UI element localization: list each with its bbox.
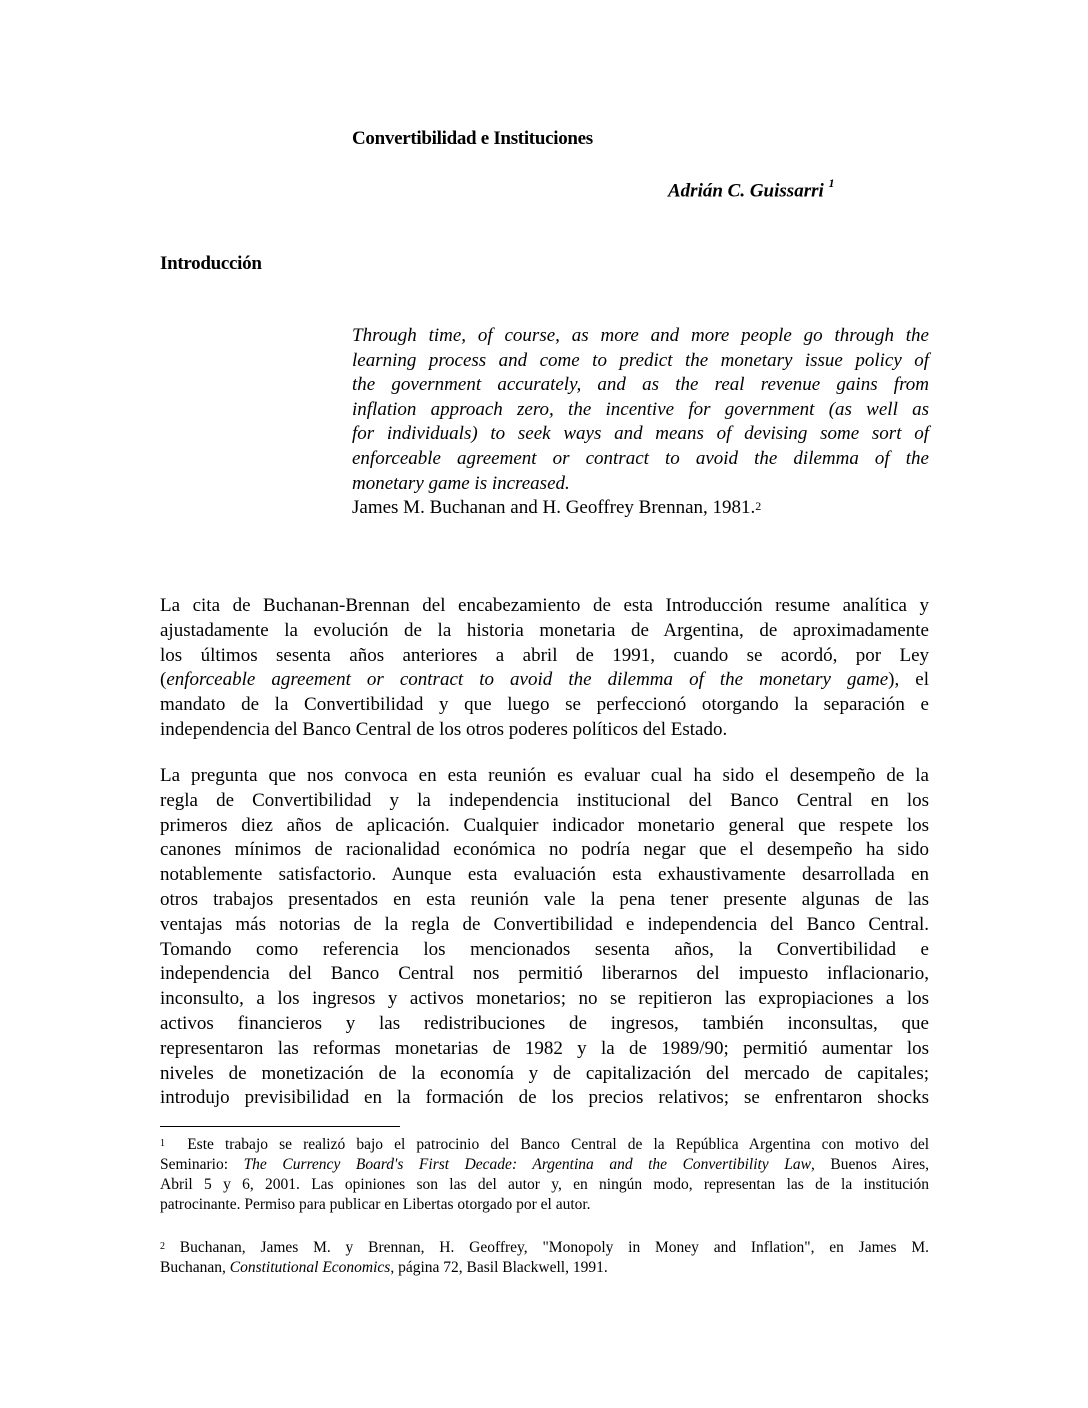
footnote-2	[160, 1238, 929, 1278]
footnote-ref-1[interactable]: 1	[828, 176, 835, 190]
footnote-line	[160, 1258, 929, 1278]
footnote-ref-2[interactable]: 2	[755, 499, 762, 514]
epigraph-line: monetary game is increased.	[352, 472, 570, 494]
paragraph-line	[160, 668, 929, 693]
text-fragment: Seminario:	[160, 1156, 244, 1173]
text-fragment: (	[160, 669, 167, 691]
footnote-separator	[160, 1126, 400, 1127]
paragraph-line: mandato de la Convertibilidad y que luego se perfeccionó otorgando la separación e	[160, 694, 929, 716]
footnote-number: 2	[160, 1241, 165, 1252]
paragraph-line: activos financieros y las redistribuciones de ingresos, también inconsultas, que	[160, 1012, 929, 1034]
epigraph-line: for individuals) to seek ways and means of devising some sort of	[352, 423, 929, 445]
section-heading-introduccion: Introducción	[160, 253, 262, 274]
document-title: Convertibilidad e Instituciones	[352, 128, 593, 149]
paragraph-line: otros trabajos presentados en esta reunión vale la pena tener presente algunas de las	[160, 888, 929, 910]
epigraph-line: inflation approach zero, the incentive for government (as well as	[352, 398, 929, 420]
paragraph-line: Tomando como referencia los mencionados sesenta años, la Convertibilidad e	[160, 938, 929, 960]
epigraph-line: the government accurately, and as the real revenue gains from	[352, 374, 929, 396]
paragraph-line: La cita de Buchanan-Brennan del encabezamiento de esta Introducción resume analítica y	[160, 595, 929, 616]
paragraph-line: La pregunta que nos convoca en esta reunión es evaluar cual ha sido el desempeño de la	[160, 765, 929, 786]
paragraph-line: primeros diez años de aplicación. Cualquier indicador monetario general que respete los	[160, 814, 929, 836]
paragraph-line: independencia del Banco Central de los otros poderes políticos del Estado.	[160, 718, 728, 740]
footnote-line	[160, 1135, 929, 1155]
footnote-line	[160, 1155, 929, 1175]
footnote-line: Abril 5 y 6, 2001. Las opiniones son las del autor y, en ningún modo, representan las de la institución	[160, 1176, 929, 1193]
footnote-line	[160, 1238, 929, 1258]
italic-title: Constitutional Economics	[229, 1259, 391, 1276]
text-fragment: , página 72, Basil Blackwell, 1991.	[390, 1259, 608, 1276]
italic-phrase: enforceable agreement or contract to avoid the dilemma of the monetary game	[166, 669, 889, 691]
epigraph-citation	[352, 496, 929, 521]
paragraph-line: regla de Convertibilidad y la independencia institucional del Banco Central en los	[160, 789, 929, 811]
text-fragment: Buchanan,	[160, 1259, 230, 1276]
paragraph-2	[160, 764, 929, 1111]
paragraph-1	[160, 594, 929, 743]
author-text: Adrián C. Guissarri	[668, 180, 824, 202]
paragraph-line: introdujo previsibilidad en la formación de los precios relativos; se enfrentaron shocks	[160, 1087, 929, 1109]
epigraph-line: Through time, of course, as more and more people go through the	[352, 325, 929, 346]
citation-text: James M. Buchanan and H. Geoffrey Brennan, 1981.	[352, 497, 756, 519]
paragraph-line: los últimos sesenta años anteriores a abril de 1991, cuando se acordó, por Ley	[160, 644, 929, 666]
paragraph-line: canones mínimos de racionalidad económica no podría negar que el desempeño ha sido	[160, 839, 929, 861]
paragraph-line: inconsulto, a los ingresos y activos monetarios; no se repitieron las expropiaciones a los	[160, 988, 929, 1010]
paragraph-line: representaron las reformas monetarias de 1982 y la de 1989/90; permitió aumentar los	[160, 1037, 929, 1059]
text-fragment: Buchanan, James M. y Brennan, H. Geoffrey, "Monopoly in Money and Inflation", en James M.	[179, 1239, 930, 1256]
paragraph-line: notablemente satisfactorio. Aunque esta evaluación esta exhaustivamente desarrollada en	[160, 864, 929, 886]
footnote-1	[160, 1135, 929, 1215]
text-fragment: , Buenos Aires,	[810, 1156, 929, 1173]
epigraph-quote	[352, 324, 929, 521]
text-fragment: Este trabajo se realizó bajo el patrocinio del Banco Central de la República Argentina con motivo del	[187, 1136, 929, 1153]
author-name	[668, 178, 835, 202]
footnote-line: patrocinante. Permiso para publicar en Libertas otorgado por el autor.	[160, 1196, 591, 1213]
paragraph-line: ventajas más notorias de la regla de Convertibilidad e independencia del Banco Central.	[160, 913, 929, 935]
italic-title: The Currency Board's First Decade: Argentina and the Convertibility Law	[243, 1156, 811, 1173]
epigraph-line: enforceable agreement or contract to avoid the dilemma of the	[352, 447, 929, 469]
footnote-number: 1	[160, 1138, 165, 1149]
paragraph-line: ajustadamente la evolución de la historia monetaria de Argentina, de aproximadamente	[160, 619, 929, 641]
paragraph-line: niveles de monetización de la economía y de capitalización del mercado de capitales;	[160, 1062, 929, 1084]
paragraph-line: independencia del Banco Central nos permitió liberarnos del impuesto inflacionario,	[160, 963, 929, 985]
text-fragment: ), el	[888, 669, 929, 691]
epigraph-line: learning process and come to predict the monetary issue policy of	[352, 349, 929, 371]
